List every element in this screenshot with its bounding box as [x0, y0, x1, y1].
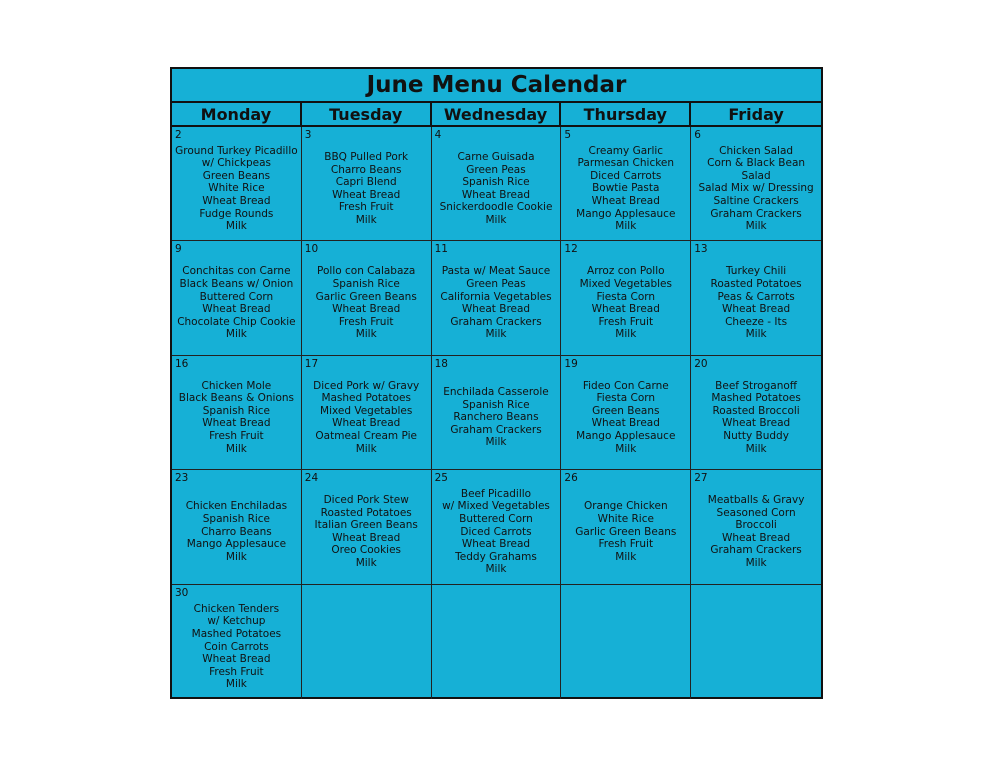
menu-item: Diced Carrots	[590, 169, 662, 182]
menu-item: Graham Crackers	[710, 544, 802, 557]
menu-item: Ground Turkey Picadillo	[175, 144, 298, 157]
menu-item: Milk	[745, 220, 767, 233]
menu-item: Green Peas	[466, 277, 526, 290]
menu-item: Wheat Bread	[332, 531, 401, 544]
menu-item: Wheat Bread	[332, 188, 401, 201]
empty-day-cell	[302, 585, 432, 699]
menu-items	[432, 368, 561, 467]
menu-item: Arroz con Pollo	[587, 265, 665, 278]
menu-items	[302, 597, 431, 697]
menu-items	[561, 482, 690, 581]
menu-item: White Rice	[208, 182, 265, 195]
date-number: 12	[564, 243, 578, 256]
day-cell-3	[302, 127, 432, 241]
menu-items	[561, 253, 690, 352]
menu-item: Cheeze - Its	[725, 315, 788, 328]
date-number: 19	[564, 357, 578, 370]
menu-item: Garlic Green Beans	[575, 525, 677, 538]
menu-item: Wheat Bread	[591, 194, 660, 207]
day-cell-5	[561, 127, 691, 241]
date-number: 25	[434, 472, 448, 485]
menu-item: Ranchero Beans	[453, 411, 539, 424]
day-cell-19	[561, 356, 691, 470]
day-cell-23	[172, 470, 302, 584]
date-number: 3	[304, 129, 312, 141]
date-number: 17	[304, 357, 319, 370]
menu-item: Milk	[615, 442, 637, 455]
menu-item: Milk	[225, 220, 247, 233]
date-number: 13	[694, 243, 708, 256]
menu-item: Mixed Vegetables	[320, 404, 413, 417]
day-cell-17	[302, 356, 432, 470]
menu-item: Salad Mix w/ Dressing	[698, 182, 814, 195]
menu-item: Fresh Fruit	[338, 315, 394, 328]
menu-item: Beef Picadillo	[460, 487, 532, 500]
day-cell-9	[172, 241, 302, 355]
menu-item: Milk	[225, 328, 247, 341]
weekday-wednesday: Wednesday	[432, 103, 562, 125]
day-cell-11	[432, 241, 562, 355]
menu-item: Mashed Potatoes	[191, 627, 282, 640]
menu-items	[172, 253, 301, 352]
weekday-header-row	[172, 103, 821, 127]
menu-items	[172, 368, 301, 467]
menu-item: Wheat Bread	[721, 417, 791, 430]
menu-item: w/ Chickpeas	[201, 157, 272, 170]
menu-item: Mashed Potatoes	[321, 392, 411, 405]
menu-item: Fresh Fruit	[598, 538, 654, 551]
date-number: 18	[434, 357, 448, 370]
menu-item: Oatmeal Cream Pie	[315, 430, 417, 443]
menu-item: Milk	[485, 328, 507, 341]
menu-item: California Vegetables	[440, 290, 552, 303]
menu-calendar	[170, 67, 823, 699]
menu-item: Wheat Bread	[591, 303, 660, 316]
menu-item: Spanish Rice	[462, 398, 530, 411]
date-number: 20	[694, 357, 708, 370]
menu-item: Fresh Fruit	[209, 430, 264, 443]
menu-item: Wheat Bread	[461, 303, 531, 316]
menu-item: Chicken Salad	[719, 144, 794, 157]
menu-item: Beef Stroganoff	[715, 379, 798, 392]
menu-item: Conchitas con Carne	[182, 265, 291, 278]
menu-item: Saltine Crackers	[713, 194, 799, 207]
menu-item: Wheat Bread	[202, 194, 271, 207]
menu-item: Peas & Carrots	[717, 290, 795, 303]
menu-item: Milk	[485, 563, 507, 576]
menu-item: Mashed Potatoes	[711, 392, 801, 405]
menu-item: Chicken Mole	[201, 379, 272, 392]
menu-items	[691, 482, 821, 581]
menu-item: Spanish Rice	[202, 513, 271, 525]
menu-item: Wheat Bread	[332, 417, 401, 430]
menu-item: Wheat Bread	[461, 538, 531, 551]
menu-items	[561, 139, 690, 238]
menu-item: Wheat Bread	[461, 188, 531, 201]
menu-items	[302, 253, 431, 352]
menu-item: Meatballs & Gravy	[707, 494, 805, 507]
day-cell-30	[172, 585, 302, 699]
date-number: 4	[434, 129, 442, 141]
menu-item: Chicken Tenders	[193, 602, 280, 615]
menu-items	[432, 597, 561, 697]
date-number: 27	[694, 472, 708, 485]
day-cell-24	[302, 470, 432, 584]
menu-item: Milk	[225, 550, 247, 563]
menu-item: Spanish Rice	[202, 404, 271, 417]
menu-item: Salad	[741, 169, 771, 182]
menu-item: White Rice	[597, 513, 654, 525]
date-number: 30	[175, 586, 189, 599]
calendar-title: June Menu Calendar	[172, 69, 821, 103]
weekday-monday: Monday	[172, 103, 302, 125]
menu-item: Corn & Black Bean	[707, 157, 806, 170]
menu-item: Enchilada Casserole	[443, 386, 549, 398]
menu-item: Capri Blend	[335, 176, 397, 189]
empty-day-cell	[691, 585, 821, 699]
day-cell-16	[172, 356, 302, 470]
menu-item: Roasted Potatoes	[320, 506, 412, 519]
day-cell-20	[691, 356, 821, 470]
menu-item: Orange Chicken	[583, 500, 668, 513]
menu-item: Milk	[355, 557, 377, 570]
menu-items	[432, 139, 561, 238]
menu-item: Wheat Bread	[202, 417, 271, 430]
day-cell-6	[691, 127, 821, 241]
menu-items	[172, 482, 301, 581]
date-number: 23	[175, 472, 189, 485]
menu-items	[302, 482, 431, 581]
menu-item: Milk	[225, 678, 247, 691]
menu-item: Nutty Buddy	[723, 430, 789, 443]
menu-item: Oreo Cookies	[331, 544, 402, 557]
menu-item: Mango Applesauce	[576, 430, 676, 443]
menu-item: Graham Crackers	[710, 207, 802, 220]
menu-item: Graham Crackers	[450, 315, 542, 328]
menu-item: Mango Applesauce	[576, 207, 676, 220]
menu-item: Milk	[355, 328, 377, 341]
date-number: 10	[304, 243, 319, 256]
menu-item: Broccoli	[735, 519, 777, 532]
menu-item: Wheat Bread	[591, 417, 660, 430]
menu-item: Italian Green Beans	[314, 519, 418, 532]
menu-item: Black Beans & Onions	[178, 392, 294, 405]
menu-item: Buttered Corn	[199, 290, 274, 303]
menu-item: Roasted Potatoes	[710, 277, 802, 290]
date-number: 26	[564, 472, 578, 485]
menu-item: Fresh Fruit	[598, 315, 654, 328]
day-cell-13	[691, 241, 821, 355]
menu-items	[691, 139, 821, 238]
menu-item: Milk	[485, 436, 507, 449]
date-number: 16	[175, 357, 189, 370]
day-cell-2	[172, 127, 302, 241]
menu-item: Carne Guisada	[457, 150, 535, 163]
menu-item: Creamy Garlic	[588, 144, 664, 157]
menu-item: Mango Applesauce	[186, 538, 287, 551]
menu-item: Teddy Grahams	[455, 550, 537, 563]
menu-item: Chocolate Chip Cookie	[177, 315, 296, 328]
menu-item: Milk	[745, 557, 767, 570]
menu-item: Wheat Bread	[202, 303, 271, 316]
weekday-friday: Friday	[728, 104, 784, 124]
menu-item: BBQ Pulled Pork	[324, 150, 409, 163]
menu-item: Milk	[355, 442, 377, 455]
day-cell-12	[561, 241, 691, 355]
menu-items	[691, 253, 821, 352]
menu-item: Buttered Corn	[459, 513, 533, 525]
menu-item: Fresh Fruit	[209, 665, 264, 678]
weekday-thursday: Thursday	[561, 103, 691, 125]
menu-items	[172, 597, 301, 697]
menu-item: Milk	[615, 328, 637, 341]
menu-item: Pasta w/ Meat Sauce	[441, 265, 551, 278]
menu-item: Wheat Bread	[202, 653, 271, 666]
menu-item: Pollo con Calabaza	[317, 265, 416, 278]
menu-item: Green Beans	[592, 404, 660, 417]
menu-item: Green Peas	[466, 163, 526, 176]
date-number: 5	[564, 129, 572, 141]
menu-items	[302, 139, 431, 238]
menu-item: Milk	[615, 550, 637, 563]
day-cell-10	[302, 241, 432, 355]
empty-day-cell	[432, 585, 562, 699]
menu-item: Wheat Bread	[721, 303, 791, 316]
menu-item: Spanish Rice	[462, 176, 530, 189]
menu-item: Milk	[355, 213, 377, 226]
menu-item: Roasted Broccoli	[712, 404, 800, 417]
menu-item: Turkey Chili	[725, 265, 787, 278]
menu-item: Green Beans	[202, 169, 271, 182]
menu-item: Diced Pork Stew	[323, 494, 409, 507]
menu-item: Snickerdoodle Cookie	[439, 201, 553, 214]
menu-item: Graham Crackers	[450, 423, 542, 436]
day-cell-26	[561, 470, 691, 584]
menu-item: Bowtie Pasta	[592, 182, 660, 195]
menu-item: Milk	[745, 442, 767, 455]
menu-item: Fresh Fruit	[338, 201, 394, 214]
weekday-tuesday: Tuesday	[302, 103, 432, 125]
menu-items	[432, 482, 561, 581]
menu-item: w/ Ketchup	[207, 615, 266, 628]
date-number: 6	[694, 129, 701, 141]
menu-item: Chicken Enchiladas	[185, 500, 288, 513]
date-number: 9	[175, 243, 182, 256]
menu-item: Fideo Con Carne	[582, 379, 669, 392]
menu-item: Diced Carrots	[460, 525, 532, 538]
day-cell-27	[691, 470, 821, 584]
menu-items	[172, 139, 301, 238]
menu-item: Milk	[485, 213, 507, 226]
menu-items	[561, 597, 690, 697]
menu-item: Diced Pork w/ Gravy	[313, 379, 420, 392]
empty-day-cell	[561, 585, 691, 699]
menu-item: Milk	[225, 442, 247, 455]
menu-item: Milk	[745, 328, 767, 341]
menu-item: Black Beans w/ Onion	[179, 277, 294, 290]
menu-item: Parmesan Chicken	[577, 157, 675, 170]
menu-item: Charro Beans	[330, 163, 402, 176]
day-cell-25	[432, 470, 562, 584]
menu-item: Fiesta Corn	[596, 392, 656, 405]
menu-item: Wheat Bread	[332, 303, 401, 316]
calendar-grid	[172, 127, 821, 699]
menu-item: Charro Beans	[201, 525, 272, 538]
day-cell-18	[432, 356, 562, 470]
menu-items	[302, 368, 431, 467]
menu-item: Seasoned Corn	[716, 506, 796, 519]
menu-item: w/ Mixed Vegetables	[442, 500, 550, 513]
menu-items	[691, 597, 821, 697]
day-cell-4	[432, 127, 562, 241]
menu-item: Spanish Rice	[332, 277, 400, 290]
menu-item: Mixed Vegetables	[579, 277, 672, 290]
menu-item: Wheat Bread	[721, 531, 791, 544]
menu-item: Milk	[615, 220, 637, 233]
menu-items	[432, 253, 561, 352]
menu-items	[691, 368, 821, 467]
menu-items	[561, 368, 690, 467]
menu-item: Fudge Rounds	[199, 207, 274, 220]
date-number: 24	[304, 472, 319, 485]
date-number: 11	[434, 243, 448, 256]
menu-item: Garlic Green Beans	[315, 290, 417, 303]
date-number: 2	[175, 129, 182, 141]
menu-item: Fiesta Corn	[596, 290, 656, 303]
menu-item: Coin Carrots	[204, 640, 269, 653]
